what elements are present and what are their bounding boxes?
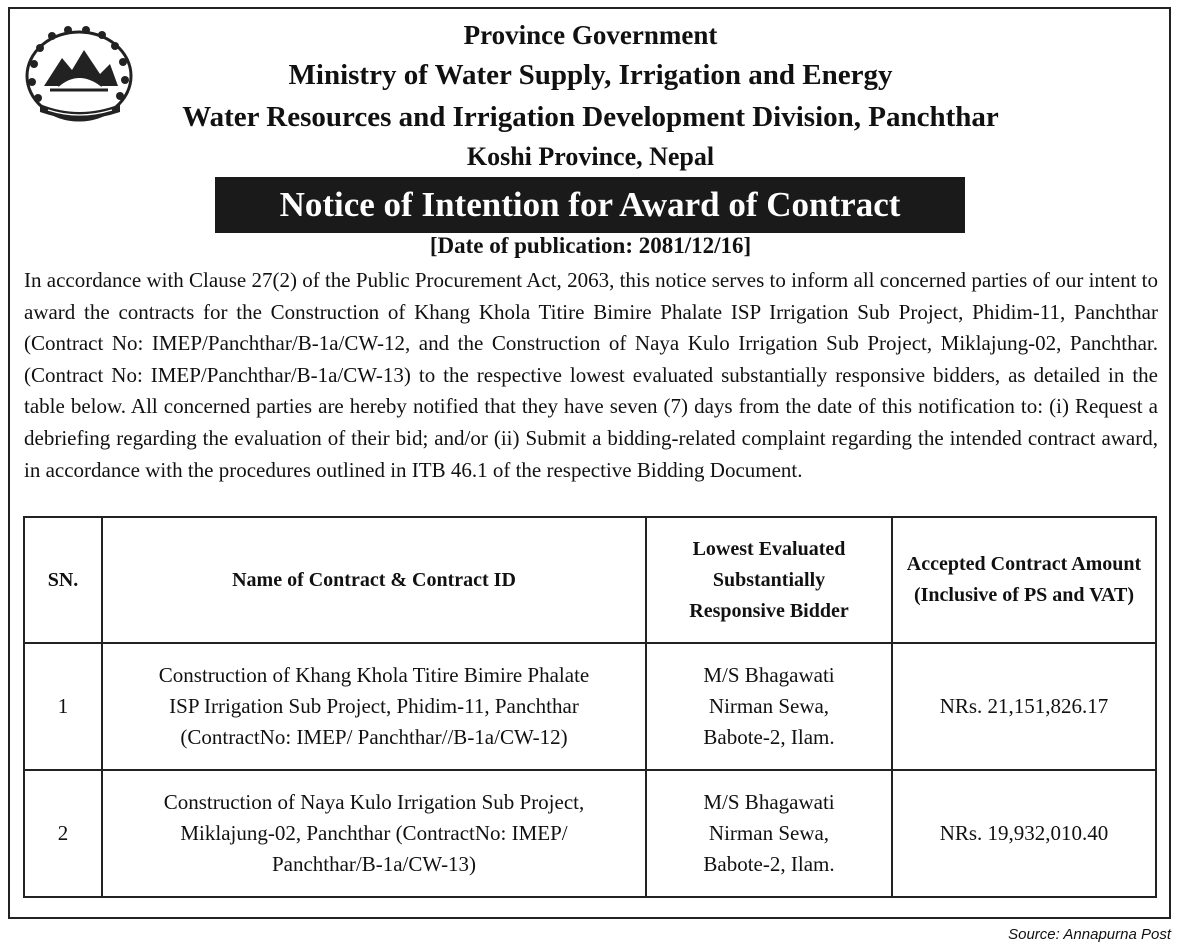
- bidder-line: Nirman Sewa,: [708, 821, 830, 845]
- header-bidder-line: Substantially: [712, 568, 826, 591]
- header-bidder-line: Lowest Evaluated: [692, 537, 846, 560]
- header-bidder-line: Responsive Bidder: [689, 599, 849, 622]
- contract-name-line: (ContractNo: IMEP/ Panchthar//B-1a/CW-12): [180, 725, 568, 749]
- table-row: [24, 770, 1156, 897]
- award-table: [23, 516, 1157, 898]
- source-credit: Source: Annapurna Post: [1008, 926, 1171, 943]
- table-header-row: [24, 517, 1156, 643]
- header-division: Water Resources and Irrigation Development Division, Panchthar: [182, 101, 999, 133]
- bidder-line: Babote-2, Ilam.: [703, 852, 835, 876]
- header-amount-line: Accepted Contract Amount: [906, 553, 1142, 575]
- bidder-line: M/S Bhagawati: [703, 663, 835, 687]
- contract-name-line: ISP Irrigation Sub Project, Phidim-11, Panchthar: [169, 694, 579, 718]
- header-amount: [892, 517, 1156, 643]
- row-amount: NRs. 21,151,826.17: [892, 643, 1156, 770]
- bidder-line: M/S Bhagawati: [703, 790, 835, 814]
- header-line-1: Province Government: [463, 20, 718, 50]
- notice-title: Notice of Intention for Award of Contract: [215, 177, 965, 233]
- row-amount: NRs. 19,932,010.40: [892, 770, 1156, 897]
- notice-body: In accordance with Clause 27(2) of the Public Procurement Act, 2063, this notice serves to inform all concerned parties of our intent to award the contracts for the Construction of Khang Khola Titire Bimire Phalate ISP Irrigation Sub Project, Phidim-11, Panchthar (Contract No: IMEP/Panchthar/B-1a/CW-12, and the Construction of Naya Kulo Irrigation Sub Project, Miklajung-02, Panchthar. (Contract No: IMEP/Panchthar/B-1a/CW-13) to the respective lowest evaluated substantially responsive bidders, as detailed in the table below. All concerned parties are hereby notified that they have seven (7) days from the date of this notification to: (i) Request a debriefing regarding the evaluation of their bid; and/or (ii) Submit a bidding-related complaint regarding the intended contract award, in accordance with the procedures outlined in ITB 46.1 of the respective Bidding Document.: [24, 268, 1158, 482]
- row-contract-name: [102, 770, 646, 897]
- contract-name-line: Miklajung-02, Panchthar (ContractNo: IMEP/: [180, 821, 568, 845]
- row-contract-name: [102, 643, 646, 770]
- row-sn: 1: [24, 643, 102, 770]
- publication-date: [Date of publication: 2081/12/16]: [429, 233, 752, 258]
- bidder-line: Nirman Sewa,: [708, 694, 830, 718]
- header-province: Koshi Province, Nepal: [466, 142, 715, 171]
- header-bidder: [646, 517, 892, 643]
- header-contract-name: Name of Contract & Contract ID: [102, 517, 646, 643]
- contract-name-line: Construction of Naya Kulo Irrigation Sub Project,: [163, 790, 585, 814]
- row-bidder: [646, 643, 892, 770]
- row-sn: 2: [24, 770, 102, 897]
- contract-name-line: Panchthar/B-1a/CW-13): [271, 852, 477, 876]
- row-bidder: [646, 770, 892, 897]
- bidder-line: Babote-2, Ilam.: [703, 725, 835, 749]
- header-amount-line: (Inclusive of PS and VAT): [913, 584, 1135, 606]
- header-sn: SN.: [24, 517, 102, 643]
- header-ministry: Ministry of Water Supply, Irrigation and Energy: [288, 59, 893, 91]
- table-row: [24, 643, 1156, 770]
- contract-name-line: Construction of Khang Khola Titire Bimire Phalate: [158, 663, 590, 687]
